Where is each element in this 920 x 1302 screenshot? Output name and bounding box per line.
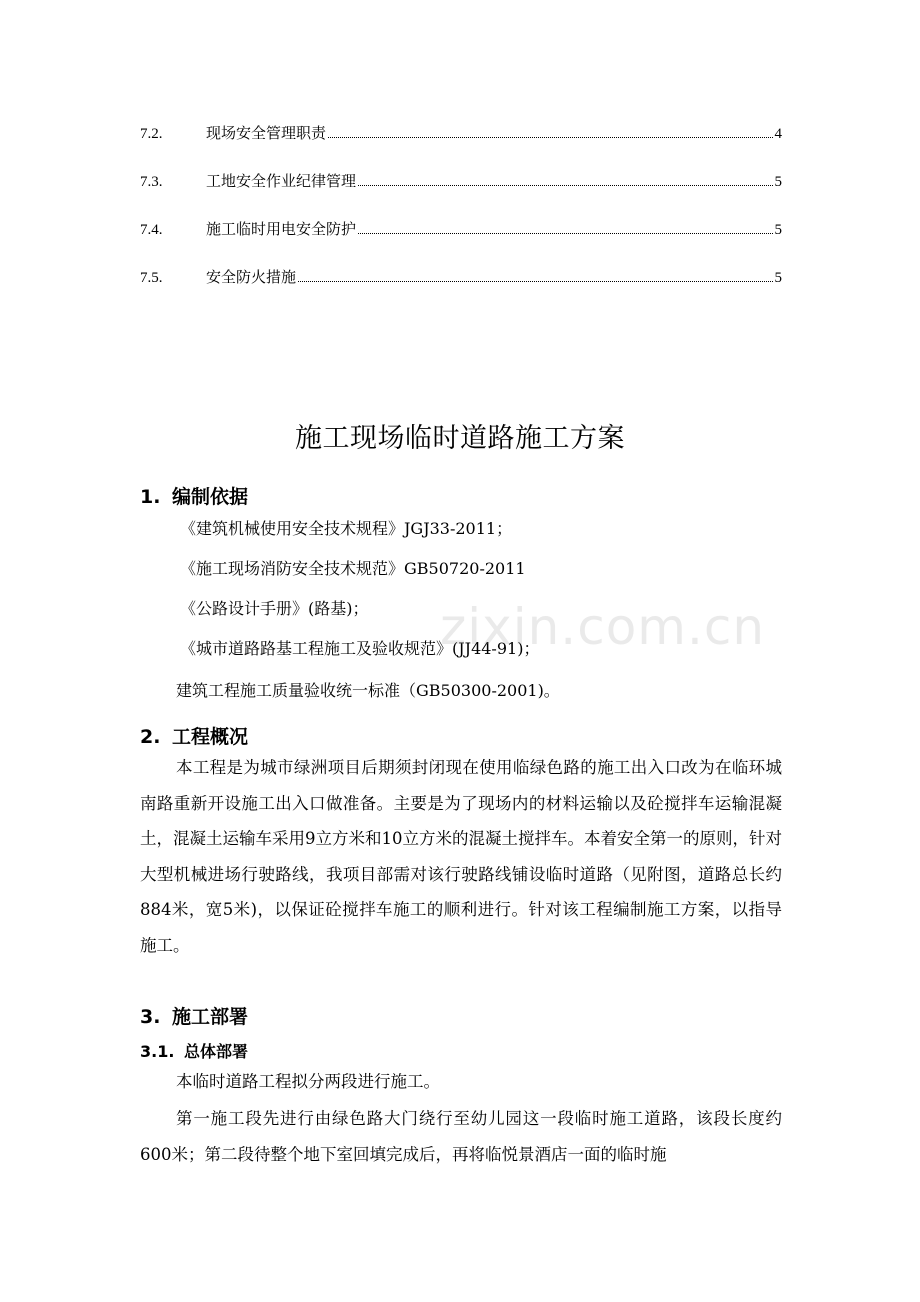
- toc-entry[interactable]: [140, 266, 782, 314]
- toc-entry[interactable]: [140, 122, 782, 170]
- deployment-paragraph: 第一施工段先进行由绿色路大门绕行至幼儿园这一段临时施工道路，该段长度约600米；第二段待整个地下室回填完成后，再将临悦景酒店一面的临时施: [140, 1109, 782, 1164]
- section-title: 编制依据: [172, 486, 249, 508]
- section-number: 3.: [140, 1006, 161, 1028]
- toc-leader-dots: [298, 281, 772, 282]
- toc-page-number: 4: [774, 126, 782, 142]
- toc-number: 7.4.: [140, 222, 163, 238]
- reference-item: 《公路设计手册》(路基)；: [180, 599, 369, 618]
- document-title: 施工现场临时道路施工方案: [295, 423, 625, 454]
- toc-leader-dots: [358, 233, 772, 234]
- section-heading-2: [140, 722, 248, 749]
- deployment-intro: 本临时道路工程拟分两段进行施工。: [176, 1072, 440, 1091]
- toc-title: 安全防火措施: [206, 270, 297, 286]
- table-of-contents: [140, 122, 782, 314]
- watermark: zixin.com.cn: [440, 598, 766, 656]
- section-title: 施工部署: [172, 1006, 249, 1028]
- overview-paragraph: 本工程是为城市绿洲项目后期须封闭现在使用临绿色路的施工出入口改为在临环城南路重新开设施工出入口做准备。主要是为了现场内的材料运输以及砼搅拌车运输混凝土，混凝土运输车采用9立方米和10立方米的混凝土搅拌车。本着安全第一的原则，针对大型机械进场行驶路线，我项目部需对该行驶路线铺设临时道路（见附图，道路总长约884米，宽5米)，以保证砼搅拌车施工的顺利进行。针对该工程编制施工方案，以指导施工。: [140, 758, 782, 955]
- toc-page-number: 5: [774, 270, 782, 286]
- subsection-heading-3-1: [140, 1039, 248, 1062]
- section-number: 1.: [140, 486, 161, 508]
- reference-item: 《施工现场消防安全技术规范》GB50720-2011: [180, 559, 526, 578]
- section-number: 2.: [140, 726, 161, 748]
- toc-page-number: 5: [774, 222, 782, 238]
- toc-number: 7.5.: [140, 270, 163, 286]
- toc-title: 现场安全管理职责: [206, 126, 327, 142]
- section-title: 工程概况: [172, 726, 249, 748]
- toc-number: 7.2.: [140, 126, 163, 142]
- toc-title: 施工临时用电安全防护: [206, 222, 357, 238]
- subsection-number: 3.1.: [140, 1042, 175, 1061]
- toc-leader-dots: [358, 185, 772, 186]
- section-heading-3: [140, 1002, 248, 1029]
- subsection-title: 总体部署: [184, 1042, 249, 1061]
- toc-page-number: 5: [774, 174, 782, 190]
- reference-item: 《建筑机械使用安全技术规程》JGJ33-2011；: [180, 519, 513, 538]
- toc-leader-dots: [328, 137, 772, 138]
- toc-entry[interactable]: [140, 218, 782, 266]
- toc-entry[interactable]: [140, 170, 782, 218]
- section-heading-1: [140, 482, 248, 509]
- reference-item: 建筑工程施工质量验收统一标准（GB50300-2001)。: [176, 681, 560, 700]
- reference-item: 《城市道路路基工程施工及验收规范》(JJ44-91)；: [180, 639, 540, 658]
- toc-title: 工地安全作业纪律管理: [206, 174, 357, 190]
- toc-number: 7.3.: [140, 174, 163, 190]
